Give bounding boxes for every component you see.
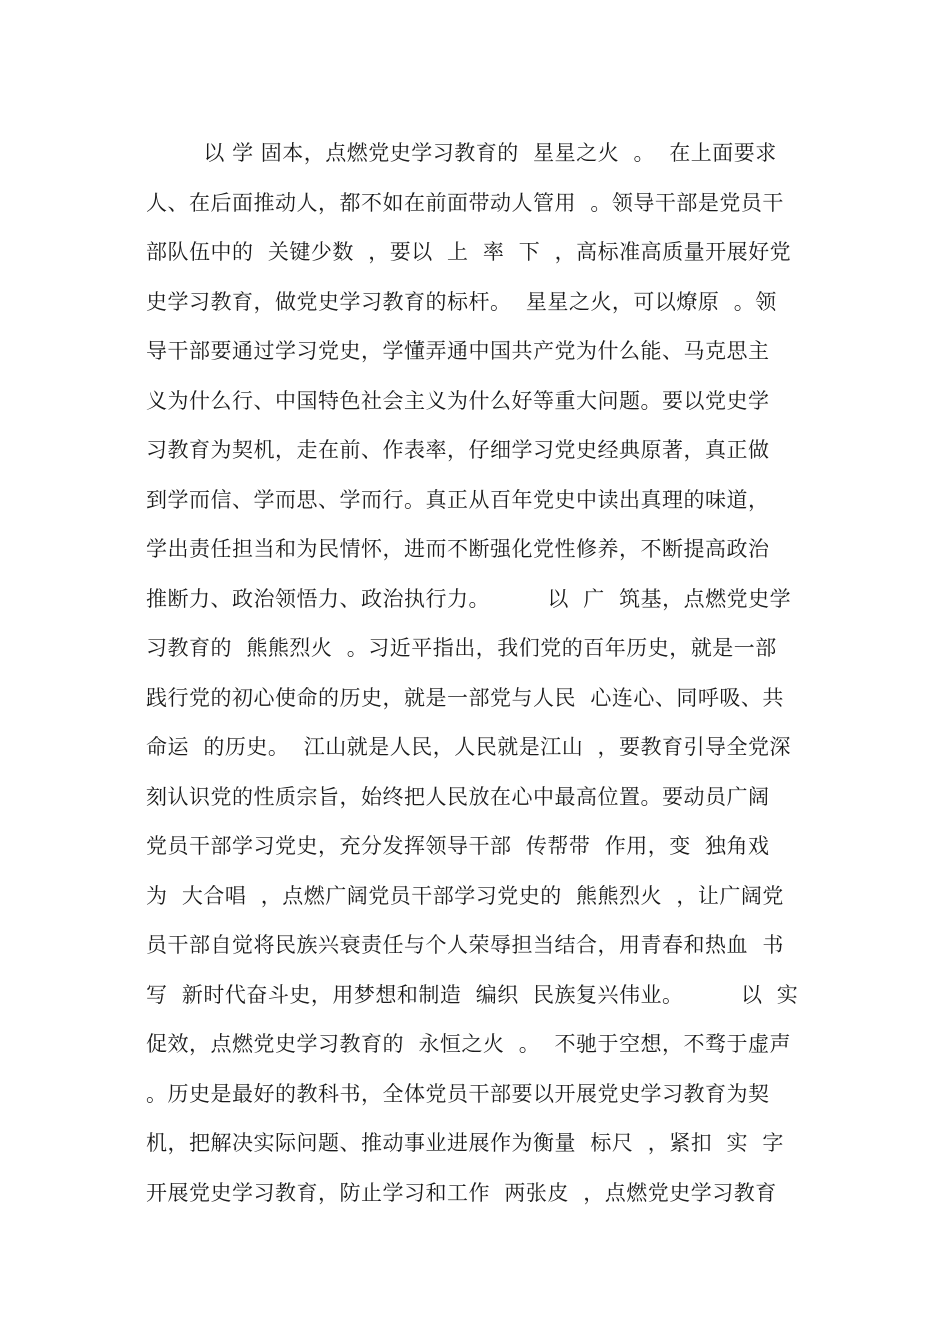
text-line: 到学而信、学而思、学而行。真正从百年党史中读出真理的味道， [146, 487, 770, 512]
text-line: 开展党史学习教育，防止学习和工作 两张皮 ，点燃党史学习教育 [146, 1180, 777, 1205]
text-line: 刻认识党的性质宗旨，始终把人民放在心中最高位置。要动员广阔 [146, 784, 770, 809]
text-line: 习教育的 熊熊烈火 。习近平指出，我们党的百年历史，就是一部 [146, 636, 777, 660]
text-line: 为 大合唱 ，点燃广阔党员干部学习党史的 熊熊烈火 ，让广阔党 [146, 883, 784, 908]
text-line: 学出责任担当和为民情怀，进而不断强化党性修养，不断提高政治 [146, 537, 770, 561]
text-line: 写 新时代奋斗史，用梦想和制造 编织 民族复兴伟业。 以 实 [146, 982, 799, 1007]
text-line: 机，把解决实际问题、推动事业进展作为衡量 标尺 ，紧扣 实 字 [146, 1131, 784, 1155]
text-line: 命运 的历史。 江山就是人民，人民就是江山 ，要教育引导全党深 [146, 735, 792, 759]
text-line: 以 学 固本，点燃党史学习教育的 星星之火 。 在上面要求 [146, 141, 777, 165]
text-line: 促效，点燃党史学习教育的 永恒之火 。 不驰于空想，不骛于虚声 [146, 1032, 792, 1056]
text-line: 义为什么行、中国特色社会主义为什么好等重大问题。要以党史学 [146, 388, 770, 413]
text-line: 习教育为契机，走在前、作表率，仔细学习党史经典原著，真正做 [146, 438, 770, 462]
body-text [146, 133, 810, 1222]
text-line: 部队伍中的 关键少数 ，要以 上 率 下 ，高标准高质量开展好党 [146, 240, 792, 264]
text-line: 践行党的初心使命的历史，就是一部党与人民 心连心、同呼吸、共 [146, 685, 784, 710]
text-line: 。历史是最好的教科书，全体党员干部要以开展党史学习教育为契 [146, 1081, 770, 1106]
text-line: 员干部自觉将民族兴衰责任与个人荣辱担当结合，用青春和热血 书 [146, 933, 784, 957]
text-line: 导干部要通过学习党史，学懂弄通中国共产党为什么能、马克思主 [146, 339, 770, 363]
text-line: 史学习教育，做党史学习教育的标杆。 星星之火，可以燎原 。领 [146, 289, 777, 314]
text-line: 党员干部学习党史，充分发挥领导干部 传帮带 作用，变 独角戏 [146, 834, 770, 858]
text-line: 推断力、政治领悟力、政治执行力。 以 广 筑基，点燃党史学 [146, 586, 792, 611]
text-line: 人、在后面推动人，都不如在前面带动人管用 。领导干部是党员干 [146, 190, 784, 215]
